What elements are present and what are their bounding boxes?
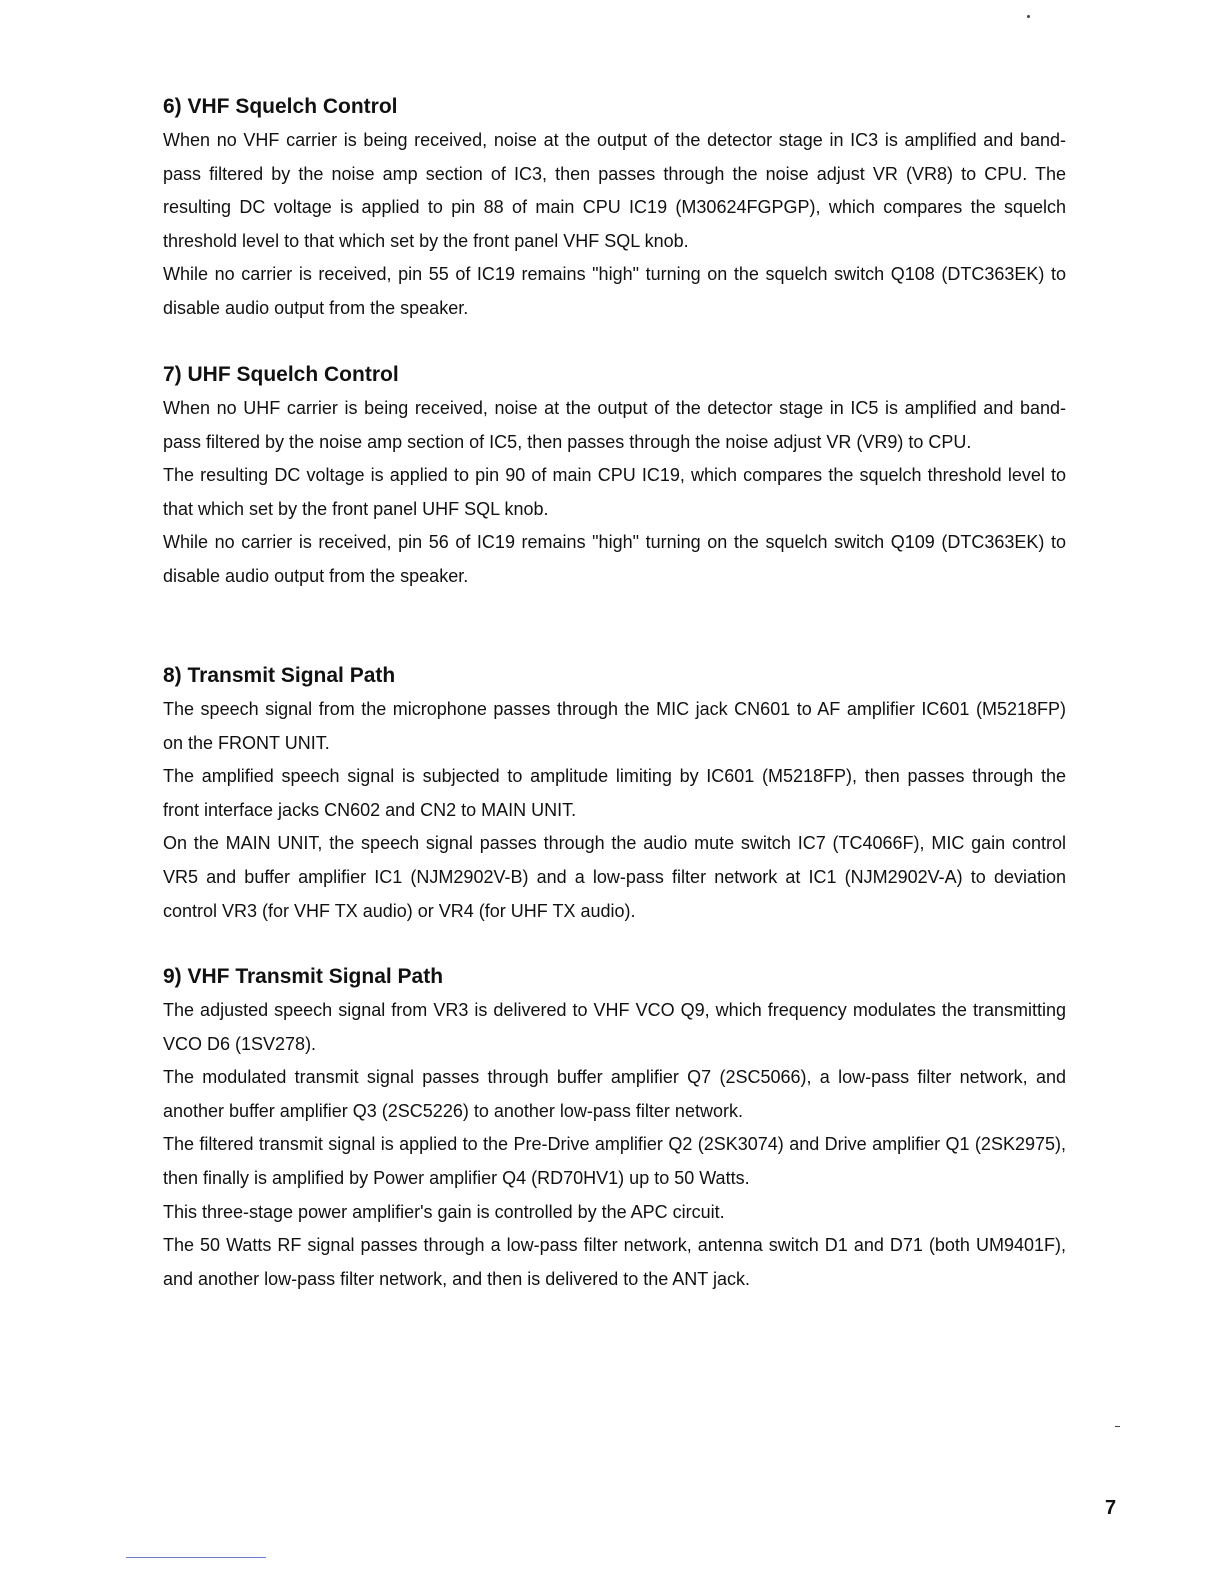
paragraph: When no UHF carrier is being received, noise at the output of the detector stage in IC5 is amplified and band-pass filtered by the noise amp section of IC5, then passes through the noise adjust VR (VR9) to CPU. — [163, 398, 1066, 452]
page-number: 7 — [1105, 1497, 1117, 1519]
paragraph: The amplified speech signal is subjected to amplitude limiting by IC601 (M5218FP), then passes through the front interface jacks CN602 and CN2 to MAIN UNIT. — [163, 766, 1066, 820]
paragraph: While no carrier is received, pin 55 of IC19 remains "high" turning on the squelch switch Q108 (DTC363EK) to disable audio output from the speaker. — [163, 264, 1066, 318]
paragraph: The filtered transmit signal is applied to the Pre-Drive amplifier Q2 (2SK3074) and Drive amplifier Q1 (2SK2975), then finally is amplified by Power amplifier Q4 (RD70HV1) up to 50 Watts. — [163, 1134, 1066, 1188]
paragraph: The adjusted speech signal from VR3 is delivered to VHF VCO Q9, which frequency modulates the transmitting VCO D6 (1SV278). — [163, 1000, 1066, 1054]
paragraph: While no carrier is received, pin 56 of IC19 remains "high" turning on the squelch switch Q109 (DTC363EK) to disable audio output from the speaker. — [163, 532, 1066, 586]
paragraph: On the MAIN UNIT, the speech signal passes through the audio mute switch IC7 (TC4066F), MIC gain control VR5 and buffer amplifier IC1 (NJM2902V-B) and a low-pass filter network at IC1 (NJM2902V-A) to deviation control VR3 (for VHF TX audio) or VR4 (for UHF TX audio). — [163, 833, 1066, 921]
section-vhf-transmit-signal-path — [163, 960, 1066, 1296]
paragraph: The 50 Watts RF signal passes through a low-pass filter network, antenna switch D1 and D71 (both UM9401F), and another low-pass filter network, and then is delivered to the ANT jack. — [163, 1235, 1066, 1289]
section-heading: 9) VHF Transmit Signal Path — [163, 965, 444, 988]
section-transmit-signal-path — [163, 659, 1066, 928]
scan-speck — [1115, 1426, 1120, 1427]
paragraph: The resulting DC voltage is applied to pin 90 of main CPU IC19, which compares the squelch threshold level to that which set by the front panel UHF SQL knob. — [163, 465, 1066, 519]
section-uhf-squelch-control — [163, 358, 1066, 594]
paragraph: This three-stage power amplifier's gain is controlled by the APC circuit. — [163, 1201, 725, 1222]
section-heading: 7) UHF Squelch Control — [163, 363, 399, 386]
scan-speck — [1027, 15, 1030, 18]
paragraph: When no VHF carrier is being received, noise at the output of the detector stage in IC3 is amplified and band-pass filtered by the noise amp section of IC3, then passes through the noise adjust VR (VR8) to CPU. The resulting DC voltage is applied to pin 88 of main CPU IC19 (M30624FGPGP), which compares the squelch threshold level to that which set by the front panel VHF SQL knob. — [163, 130, 1066, 251]
section-heading: 8) Transmit Signal Path — [163, 664, 396, 687]
section-heading: 6) VHF Squelch Control — [163, 95, 398, 118]
footer-rule — [126, 1557, 266, 1558]
paragraph: The modulated transmit signal passes through buffer amplifier Q7 (2SC5066), a low-pass filter network, and another buffer amplifier Q3 (2SC5226) to another low-pass filter network. — [163, 1067, 1066, 1121]
section-vhf-squelch-control — [163, 90, 1066, 326]
paragraph: The speech signal from the microphone passes through the MIC jack CN601 to AF amplifier IC601 (M5218FP) on the FRONT UNIT. — [163, 699, 1066, 753]
